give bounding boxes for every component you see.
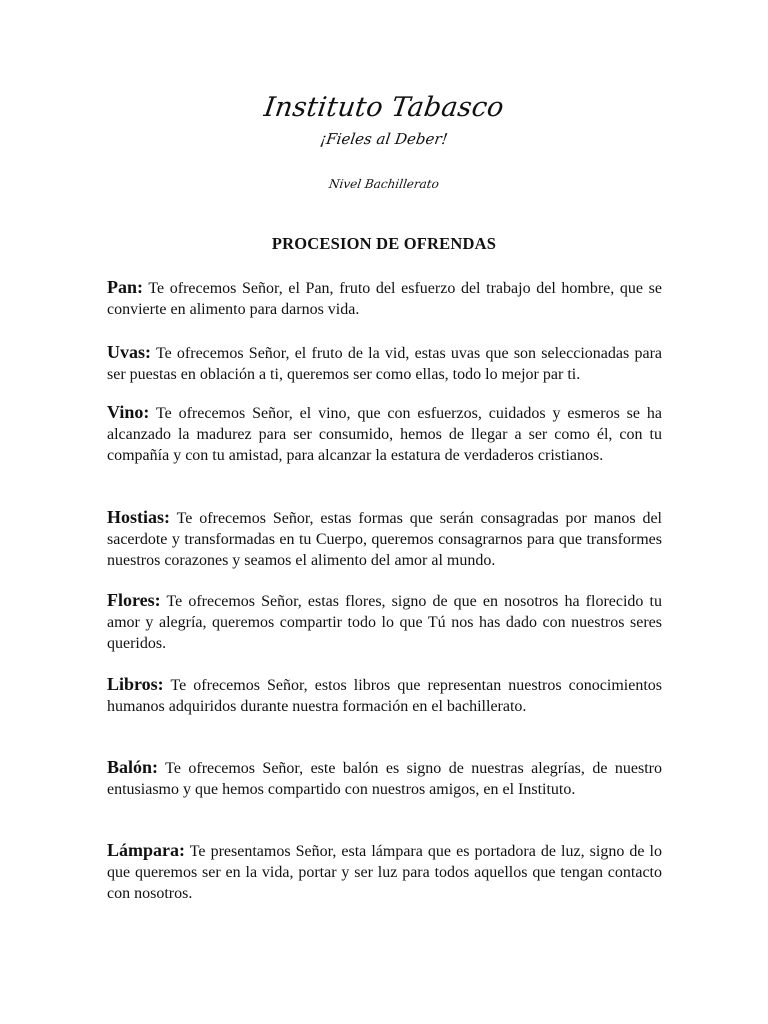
offering-paragraph-flores [107, 590, 662, 654]
offering-paragraph-lampara [107, 840, 662, 904]
offering-term: Vino: [107, 402, 150, 422]
offering-paragraph-pan [107, 277, 662, 320]
offering-paragraph-vino [107, 402, 662, 466]
offering-text: Te ofrecemos Señor, el Pan, fruto del esfuerzo del trabajo del hombre, que se convierte en alimento para darnos vida. [107, 280, 662, 318]
offering-paragraph-hostias [107, 507, 662, 571]
institution-motto: ¡Fieles al Deber! [319, 130, 449, 148]
offering-paragraph-balon [107, 757, 662, 800]
offering-text: Te ofrecemos Señor, el fruto de la vid, estas uvas que son seleccionadas para ser puestas en oblación a ti, queremos ser como ellas, todo lo mejor par ti. [107, 345, 662, 383]
institution-name: Instituto Tabasco [262, 92, 506, 123]
offering-term: Pan: [107, 277, 143, 297]
offering-term: Flores: [107, 590, 161, 610]
offering-paragraph-libros [107, 674, 662, 717]
offering-text: Te ofrecemos Señor, estas formas que serán consagradas por manos del sacerdote y transformadas en tu Cuerpo, queremos consagrarnos para que transformes nuestros corazones y seamos el alimento del amor al mundo. [107, 510, 662, 569]
offering-term: Balón: [107, 757, 159, 777]
offering-text: Te presentamos Señor, esta lámpara que es portadora de luz, signo de lo que queremos ser en la vida, portar y ser luz para todos aquellos que tengan contacto con nosotros. [107, 843, 662, 902]
offering-text: Te ofrecemos Señor, estos libros que representan nuestros conocimientos humanos adquiridos durante nuestra formación en el bachillerato. [107, 677, 662, 715]
offering-term: Uvas: [107, 342, 151, 362]
offering-term: Hostias: [107, 507, 170, 527]
offering-text: Te ofrecemos Señor, el vino, que con esfuerzos, cuidados y esmeros se ha alcanzado la madurez para ser consumido, hemos de llegar a ser como él, con tu compañía y con tu amistad, para alcanzar la estatura de verdaderos cristianos. [107, 405, 662, 464]
offering-term: Libros: [107, 674, 164, 694]
offering-paragraph-uvas [107, 342, 662, 385]
document-title: PROCESION DE OFRENDAS [271, 234, 497, 253]
offering-text: Te ofrecemos Señor, este balón es signo de nuestras alegrías, de nuestro entusiasmo y que hemos compartido con nuestros amigos, en el Instituto. [107, 760, 662, 798]
offering-term: Lámpara: [107, 840, 185, 860]
offering-text: Te ofrecemos Señor, estas flores, signo de que en nosotros ha florecido tu amor y alegría, queremos compartir todo lo que Tú nos has dado con nuestros seres queridos. [107, 593, 662, 652]
education-level: Nivel Bachillerato [328, 177, 440, 191]
